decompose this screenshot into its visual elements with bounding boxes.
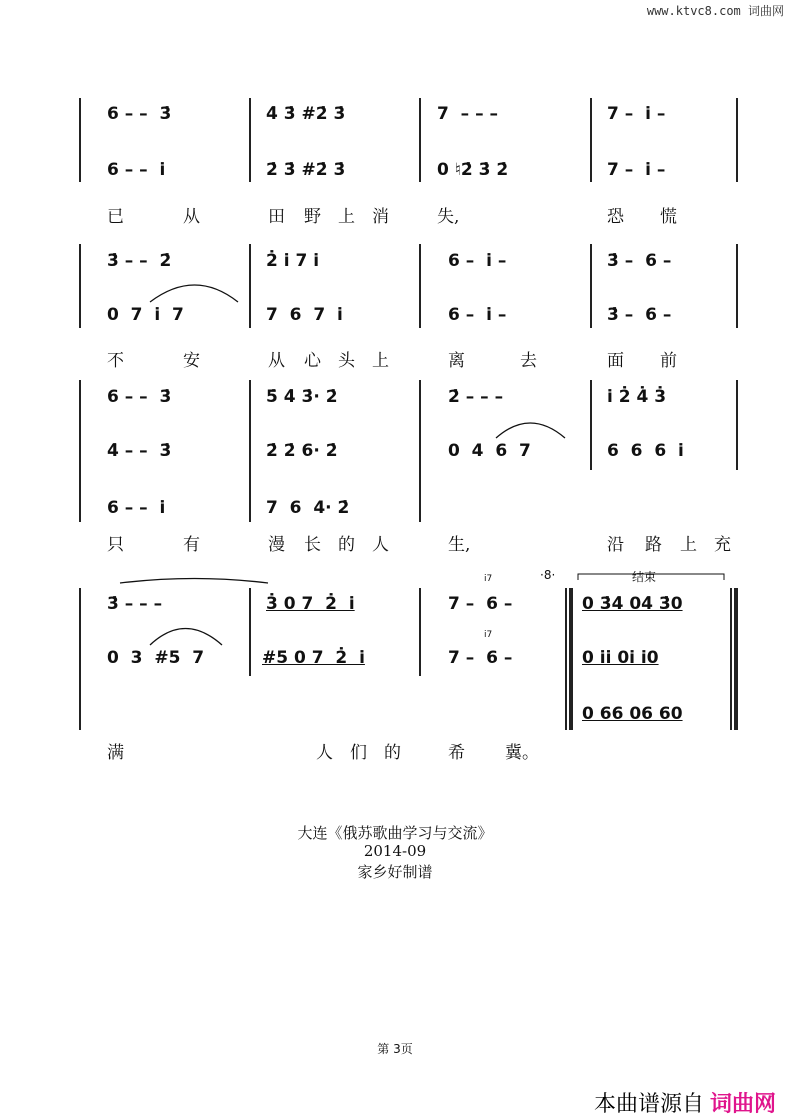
measure-10-r2: 2̇ 2̇ 6· 2̇	[266, 441, 338, 461]
lyric: 漫	[268, 535, 285, 555]
lyric: 消	[372, 207, 389, 227]
measure-14-lower: #5 0 7 2̇ i̇	[262, 648, 365, 668]
credit-line-2: 2014-09	[363, 842, 427, 860]
measure-5-upper: 3̇ – – 2̇	[107, 251, 172, 271]
measure-11-r1: 2̇ – – –	[448, 387, 504, 407]
lyric: 的	[384, 743, 401, 763]
measure-5-lower: 0 7 i̇ 7	[107, 305, 184, 325]
page-number: 第 3页	[377, 1042, 413, 1056]
measure-1-upper: 6 – – 3̇	[107, 104, 172, 124]
measure-1-lower: 6 – – i̇	[107, 160, 166, 180]
lyric: 充	[714, 535, 731, 555]
lyric: 恐	[607, 207, 624, 227]
lyric: 满	[107, 743, 124, 763]
lyric: 人	[372, 535, 389, 555]
measure-16-r3: 0 66 06 60	[582, 704, 683, 724]
lyric: 长	[304, 535, 321, 555]
measure-16-lower: 0 i̇i̇ 0i̇ i̇0	[582, 648, 659, 668]
measure-15-upper: 7 – 6 –	[448, 594, 513, 614]
lyric: 从	[183, 207, 200, 227]
lyric: 人	[316, 743, 333, 763]
lyric: 不	[107, 351, 124, 371]
ending-bracket	[578, 574, 724, 580]
lyric: 有	[183, 535, 200, 555]
lyric: 野	[304, 207, 321, 227]
lyric: 离	[448, 351, 465, 371]
measure-15-lower: 7 – 6 –	[448, 648, 513, 668]
measure-6-lower: 7 6 7 i̇	[266, 305, 343, 325]
lyric: 冀。	[505, 743, 539, 763]
slur	[496, 423, 565, 438]
source-text: 本曲谱源自	[593, 1092, 704, 1117]
lyric: 生,	[448, 535, 471, 555]
measure-9-r1: 6 – – 3̇	[107, 387, 172, 407]
lyric: 前	[660, 351, 677, 371]
grace-note: i̇7	[484, 630, 493, 640]
slur	[150, 285, 238, 302]
measure-7-lower: 6 – i̇ –	[448, 305, 507, 325]
ending-label: 结束	[632, 570, 657, 584]
measure-4-lower: 7 – i̇ –	[607, 160, 666, 180]
slur	[150, 629, 222, 646]
lyric: 已	[107, 207, 124, 227]
measure-6-upper: 2̇ i̇ 7 i̇	[266, 251, 320, 271]
lyric: 上	[680, 535, 697, 555]
measure-13-lower: 0 3 #5 7	[107, 648, 205, 668]
measure-2-upper: 4̇ 3̇ #2̇ 3̇	[266, 104, 346, 124]
lyric: 希	[448, 743, 465, 763]
measure-8-lower: 3̇ – 6 –	[607, 305, 672, 325]
measure-10-r1: 5̇ 4̇ 3̇· 2̇	[266, 387, 338, 407]
measure-13-upper: 3̇ – – –	[107, 594, 163, 614]
measure-7-upper: 6 – i̇ –	[448, 251, 507, 271]
lyric: 从	[268, 351, 285, 371]
measure-12-r1: i̇ 2̇ 4̇ 3̇	[607, 387, 667, 407]
measure-2-lower: 2̇ 3̇ #2̇ 3̇	[266, 160, 346, 180]
lyric: 安	[183, 351, 200, 371]
measure-8-upper: 3̇ – 6 –	[607, 251, 672, 271]
credit-line-3: 家乡好制谱	[357, 863, 433, 881]
measure-11-r2: 0 4 6 7	[448, 441, 531, 461]
measure-4-upper: 7 – i̇ –	[607, 104, 666, 124]
lyric: 面	[607, 351, 624, 371]
measure-3-upper: 7 – – –	[437, 104, 499, 124]
measure-9-r2: 4̇ – – 3̇	[107, 441, 172, 461]
measure-9-r3: 6 – – i̇	[107, 498, 166, 518]
lyric: 头	[338, 351, 355, 371]
lyric: 沿	[607, 535, 624, 555]
measure-16-upper: 0 3̇4̇ 04̇ 3̇0	[582, 594, 683, 614]
credit-line-1: 大连《俄苏歌曲学习与交流》	[297, 824, 493, 842]
grace-note: i̇7	[484, 574, 493, 584]
measure-3-lower: 0 ♮2̇ 3̇ 2̇	[437, 160, 509, 180]
lyric: 田	[268, 207, 285, 227]
measure-10-r3: 7 6 4· 2̇	[266, 498, 350, 518]
lyric: 心	[304, 351, 321, 371]
measure-14-upper: 3̇ 0 7 2̇ i̇	[266, 594, 355, 614]
source-brand: 词曲网	[709, 1092, 776, 1117]
source-watermark	[594, 1087, 776, 1118]
segno-mark: ·8·	[540, 568, 556, 582]
lyric: 们	[350, 743, 367, 763]
tie	[120, 579, 268, 584]
lyric: 上	[372, 351, 389, 371]
lyric: 去	[520, 351, 537, 371]
measure-12-r2: 6 6 6 i̇	[607, 441, 684, 461]
lyric: 慌	[660, 207, 677, 227]
site-header: www.ktvc8.com 词曲网	[646, 4, 784, 18]
lyric: 失,	[437, 207, 460, 227]
lyric: 上	[338, 207, 355, 227]
lyric: 的	[338, 535, 355, 555]
lyric: 只	[107, 535, 124, 555]
lyric: 路	[645, 535, 662, 555]
